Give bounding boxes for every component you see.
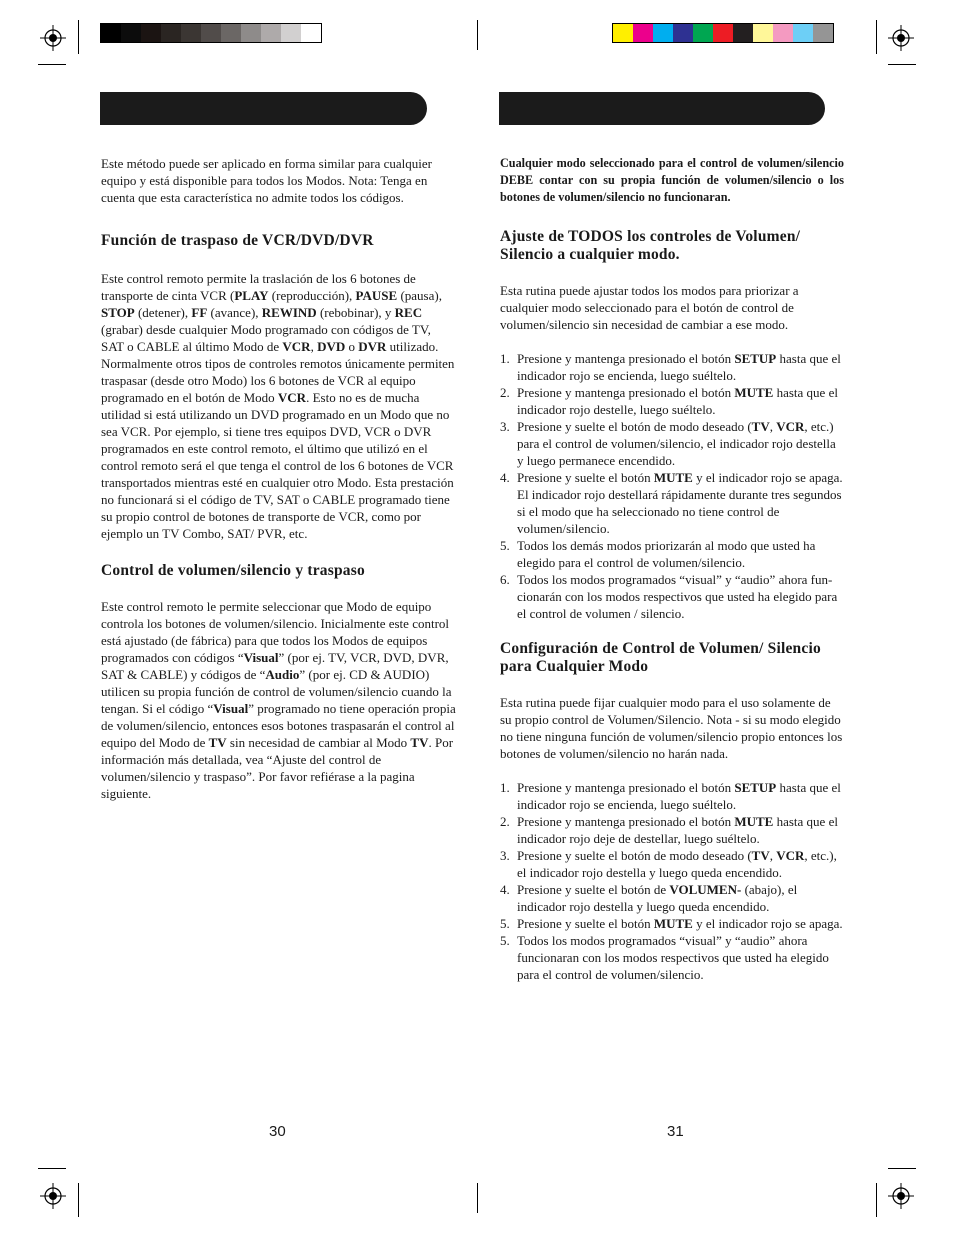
right-header-bar xyxy=(499,92,825,125)
text-run: , xyxy=(310,339,318,354)
text-run: hasta que el indicador rojo se encienda, luego suéltelo. xyxy=(517,780,841,812)
step-item xyxy=(500,469,844,537)
bold-term: SETUP xyxy=(734,780,777,795)
color-swatch xyxy=(733,24,753,42)
bold-term: DVD xyxy=(317,339,346,354)
step-item xyxy=(500,350,844,384)
step-number: 3. xyxy=(500,848,510,863)
step-number: 2. xyxy=(500,385,510,400)
text-run: (pausa), xyxy=(397,288,442,303)
text-run: ” (por ej. TV, VCR, DVD, DVR, SAT & CABLE) y códigos de “ xyxy=(101,650,449,682)
all-volume-steps xyxy=(500,350,844,622)
bold-term: VCR xyxy=(776,848,805,863)
text-run: (rebobinar), y xyxy=(316,305,395,320)
step-item xyxy=(500,418,844,469)
crop-mark xyxy=(38,64,66,65)
text-run: (detener), xyxy=(134,305,192,320)
color-swatch xyxy=(261,24,281,42)
bold-term: TV xyxy=(208,735,227,750)
step-item xyxy=(500,537,844,571)
bold-term: DVR xyxy=(358,339,387,354)
color-swatch xyxy=(633,24,653,42)
bold-term: FF xyxy=(191,305,208,320)
step-number: 2. xyxy=(500,814,510,829)
text-run: Todos los demás modos priorizarán al modo que usted ha elegido para el control de volumen/silencio. xyxy=(517,538,816,570)
text-run: Este control remoto permite la traslación de los 6 botones de transporte de cinta VCR ( xyxy=(101,271,416,303)
text-run: ” programado no tiene operación propia de volumen/silencio, entonces esos botones traspasarán el control al equipo del Modo de xyxy=(101,701,456,750)
step-item xyxy=(500,779,844,813)
page-number-right: 31 xyxy=(667,1123,684,1140)
bold-term: Visual xyxy=(243,650,279,665)
bold-term: VOLUMEN- xyxy=(669,882,742,897)
text-run: (abajo), el indicador rojo destella y luego queda encendido. xyxy=(517,882,798,914)
color-swatch xyxy=(201,24,221,42)
color-swatch xyxy=(713,24,733,42)
bold-term: PLAY xyxy=(234,288,269,303)
text-run: hasta que el indicador rojo deje de destellar, luego suéltelo. xyxy=(517,814,838,846)
bold-term: TV xyxy=(751,848,770,863)
warning-note: Cualquier modo seleccionado para el control de volumen/silencio DEBE contar con su propia función de volumen/silencio o los botones de volumen/silencio no funcionaran. xyxy=(500,156,844,204)
text-run: . Por información más detallada, vea “Ajuste del control de volumen/silencio y traspaso”. Por favor refiérase a la pagina siguiente. xyxy=(101,735,454,801)
step-item xyxy=(500,847,844,881)
text-run: Todos los modos programados “visual” y “audio” ahora funcionaran con los modos respectivos que usted ha elegido para el control de volumen/silencio. xyxy=(517,933,829,982)
text-run: . Esto no es de mucha utilidad si está utilizando un DVD programado en un Modo que no sea VCR. Por ejemplo, si tiene tres equipos DVD, VCR o DVR programados en este control remoto, el último que utilizó en el control remoto será el que tenga el control de los 6 botones de VCR transportados mientras esté en cualquier otro Modo. Esta prestación no funcionará si el código de TV, SAT o CABLE programado tiene su propio control de botones de transporte de VCR, como por ejemplo un TV Combo, SAT/ PVR, etc. xyxy=(101,390,454,541)
registration-mark-icon xyxy=(40,1183,66,1209)
text-run: Presione y suelte el botón xyxy=(517,916,654,931)
text-run: Presione y suelte el botón xyxy=(517,470,654,485)
volume-paragraph xyxy=(101,598,456,802)
crop-mark xyxy=(38,1168,66,1169)
crop-mark xyxy=(876,20,877,54)
bold-term: MUTE xyxy=(734,814,774,829)
volume-mute-heading: Control de volumen/silencio y traspaso xyxy=(101,562,365,579)
text-run: o xyxy=(345,339,359,354)
bold-term: VCR xyxy=(776,419,805,434)
step-number: 5. xyxy=(500,916,510,931)
crop-mark xyxy=(78,1183,79,1217)
text-run: ” (por ej. CD & AUDIO) utilicen su propia función de control de volumen/silencio cuando la tengan. Si el código “ xyxy=(101,667,452,716)
step-item xyxy=(500,571,844,622)
text-run: Presione y mantenga presionado el botón xyxy=(517,780,735,795)
text-run: Todos los modos programados “visual” y “audio” ahora fun- cionarán con los modos respectivos que usted ha elegido para el control de volumen / silencio. xyxy=(517,572,838,621)
color-swatch xyxy=(693,24,713,42)
text-run: hasta que el indicador rojo se encienda, luego suéltelo. xyxy=(517,351,841,383)
step-item xyxy=(500,813,844,847)
bold-term: REC xyxy=(394,305,423,320)
color-swatch xyxy=(673,24,693,42)
bold-term: VCR xyxy=(282,339,311,354)
color-swatch xyxy=(613,24,633,42)
text-run: , xyxy=(769,419,777,434)
single-volume-intro: Esta rutina puede fijar cualquier modo para el uso solamente de su propio control de Volumen/Silencio. Nota - si su modo elegido no tiene ninguna función de volumen/silencio propio entonces los botones de volumen/silencio no harán nada. xyxy=(500,695,843,761)
left-header-bar xyxy=(100,92,427,125)
bold-term: MUTE xyxy=(653,916,693,931)
registration-mark-icon xyxy=(888,25,914,51)
text-run: (avance), xyxy=(207,305,262,320)
color-swatch xyxy=(653,24,673,42)
text-run: Presione y suelte el botón de modo deseado ( xyxy=(517,419,752,434)
text-run: y el indicador rojo se apaga. El indicador rojo destellará rápidamente durante tres segundos si el modo que ha seleccionado no tiene control de volumen/silencio. xyxy=(517,470,843,536)
step-number: 1. xyxy=(500,351,510,366)
bold-term: MUTE xyxy=(653,470,693,485)
step-number: 1. xyxy=(500,780,510,795)
color-swatch xyxy=(161,24,181,42)
step-number: 4. xyxy=(500,882,510,897)
text-run: (reproducción), xyxy=(268,288,356,303)
color-swatch xyxy=(773,24,793,42)
crop-mark xyxy=(876,1183,877,1217)
text-run: Presione y mantenga presionado el botón xyxy=(517,385,735,400)
bold-term: STOP xyxy=(101,305,135,320)
text-run: Presione y mantenga presionado el botón xyxy=(517,351,735,366)
all-volume-heading: Ajuste de TODOS los controles de Volumen/ Silencio a cualquier modo. xyxy=(500,228,801,263)
text-run: Presione y suelte el botón de modo deseado ( xyxy=(517,848,752,863)
left-column xyxy=(101,155,456,802)
color-swatch xyxy=(281,24,301,42)
color-swatch xyxy=(181,24,201,42)
registration-mark-icon xyxy=(40,25,66,51)
text-run: , etc.), el indicador rojo destella y luego queda encendido. xyxy=(517,848,837,880)
step-item xyxy=(500,932,844,983)
bold-term: Visual xyxy=(213,701,249,716)
bold-term: SETUP xyxy=(734,351,777,366)
text-run: Presione y suelte el botón de xyxy=(517,882,670,897)
text-run: Este control remoto le permite seleccionar que Modo de equipo controla los botones de volumen/silencio. Inicialmente este control está ajustado (de fábrica) para que todos los Modos de equipos programados con códigos “ xyxy=(101,599,450,665)
registration-mark-icon xyxy=(888,1183,914,1209)
color-swatch xyxy=(753,24,773,42)
vcr-dvd-dvr-heading: Función de traspaso de VCR/DVD/DVR xyxy=(101,232,374,249)
step-number: 5. xyxy=(500,538,510,553)
bold-term: VCR xyxy=(277,390,307,405)
color-swatch xyxy=(141,24,161,42)
step-number: 6. xyxy=(500,572,510,587)
text-run: , xyxy=(769,848,777,863)
bold-term: PAUSE xyxy=(355,288,398,303)
color-swatch xyxy=(793,24,813,42)
bold-term: TV xyxy=(751,419,770,434)
page-number-left: 30 xyxy=(269,1123,286,1140)
crop-mark xyxy=(888,64,916,65)
step-number: 5. xyxy=(500,933,510,948)
color-swatch xyxy=(221,24,241,42)
step-item xyxy=(500,384,844,418)
text-run: (grabar) desde cualquier Modo programado con códigos de TV, SAT o CABLE al último Modo de xyxy=(101,322,431,354)
crop-mark xyxy=(888,1168,916,1169)
bold-term: TV xyxy=(410,735,429,750)
crop-mark xyxy=(477,1183,478,1213)
process-color-bar xyxy=(612,23,834,43)
intro-paragraph: Este método puede ser aplicado en forma similar para cualquier equipo y está disponible para todos los Modos. Nota: Tenga en cuenta que esta característica no admite todos los códigos. xyxy=(101,156,433,205)
single-volume-heading: Configuración de Control de Volumen/ Silencio para Cualquier Modo xyxy=(500,640,821,675)
step-item xyxy=(500,881,844,915)
step-number: 4. xyxy=(500,470,510,485)
transport-paragraph xyxy=(101,270,456,542)
right-column xyxy=(500,155,844,983)
color-swatch xyxy=(241,24,261,42)
bold-term: Audio xyxy=(265,667,300,682)
color-swatch xyxy=(101,24,121,42)
text-run: hasta que el indicador rojo destelle, luego suéltelo. xyxy=(517,385,838,417)
text-run: Presione y mantenga presionado el botón xyxy=(517,814,735,829)
all-volume-intro: Esta rutina puede ajustar todos los modos para priorizar a cualquier modo seleccionado para el botón de control de volumen/silencio sin necesidad de cambiar a ese modo. xyxy=(500,283,799,332)
text-run: , etc.) para el control de volumen/silencio, el indicador rojo destella y luego permanece encendido. xyxy=(517,419,836,468)
crop-mark xyxy=(78,20,79,54)
bold-term: REWIND xyxy=(261,305,317,320)
grayscale-color-bar xyxy=(100,23,322,43)
text-run: y el indicador rojo se apaga. xyxy=(692,916,843,931)
bold-term: MUTE xyxy=(734,385,774,400)
crop-mark xyxy=(477,20,478,50)
single-volume-steps xyxy=(500,779,844,983)
text-run: sin necesidad de cambiar al Modo xyxy=(226,735,411,750)
color-swatch xyxy=(813,24,833,42)
step-number: 3. xyxy=(500,419,510,434)
text-run: utilizado. Normalmente otros tipos de controles remotos únicamente permiten traspasar (desde otro Modo) los 6 botones de VCR al equipo programado en el botón de Modo xyxy=(101,339,455,405)
color-swatch xyxy=(121,24,141,42)
step-item xyxy=(500,915,844,932)
color-swatch xyxy=(301,24,321,42)
